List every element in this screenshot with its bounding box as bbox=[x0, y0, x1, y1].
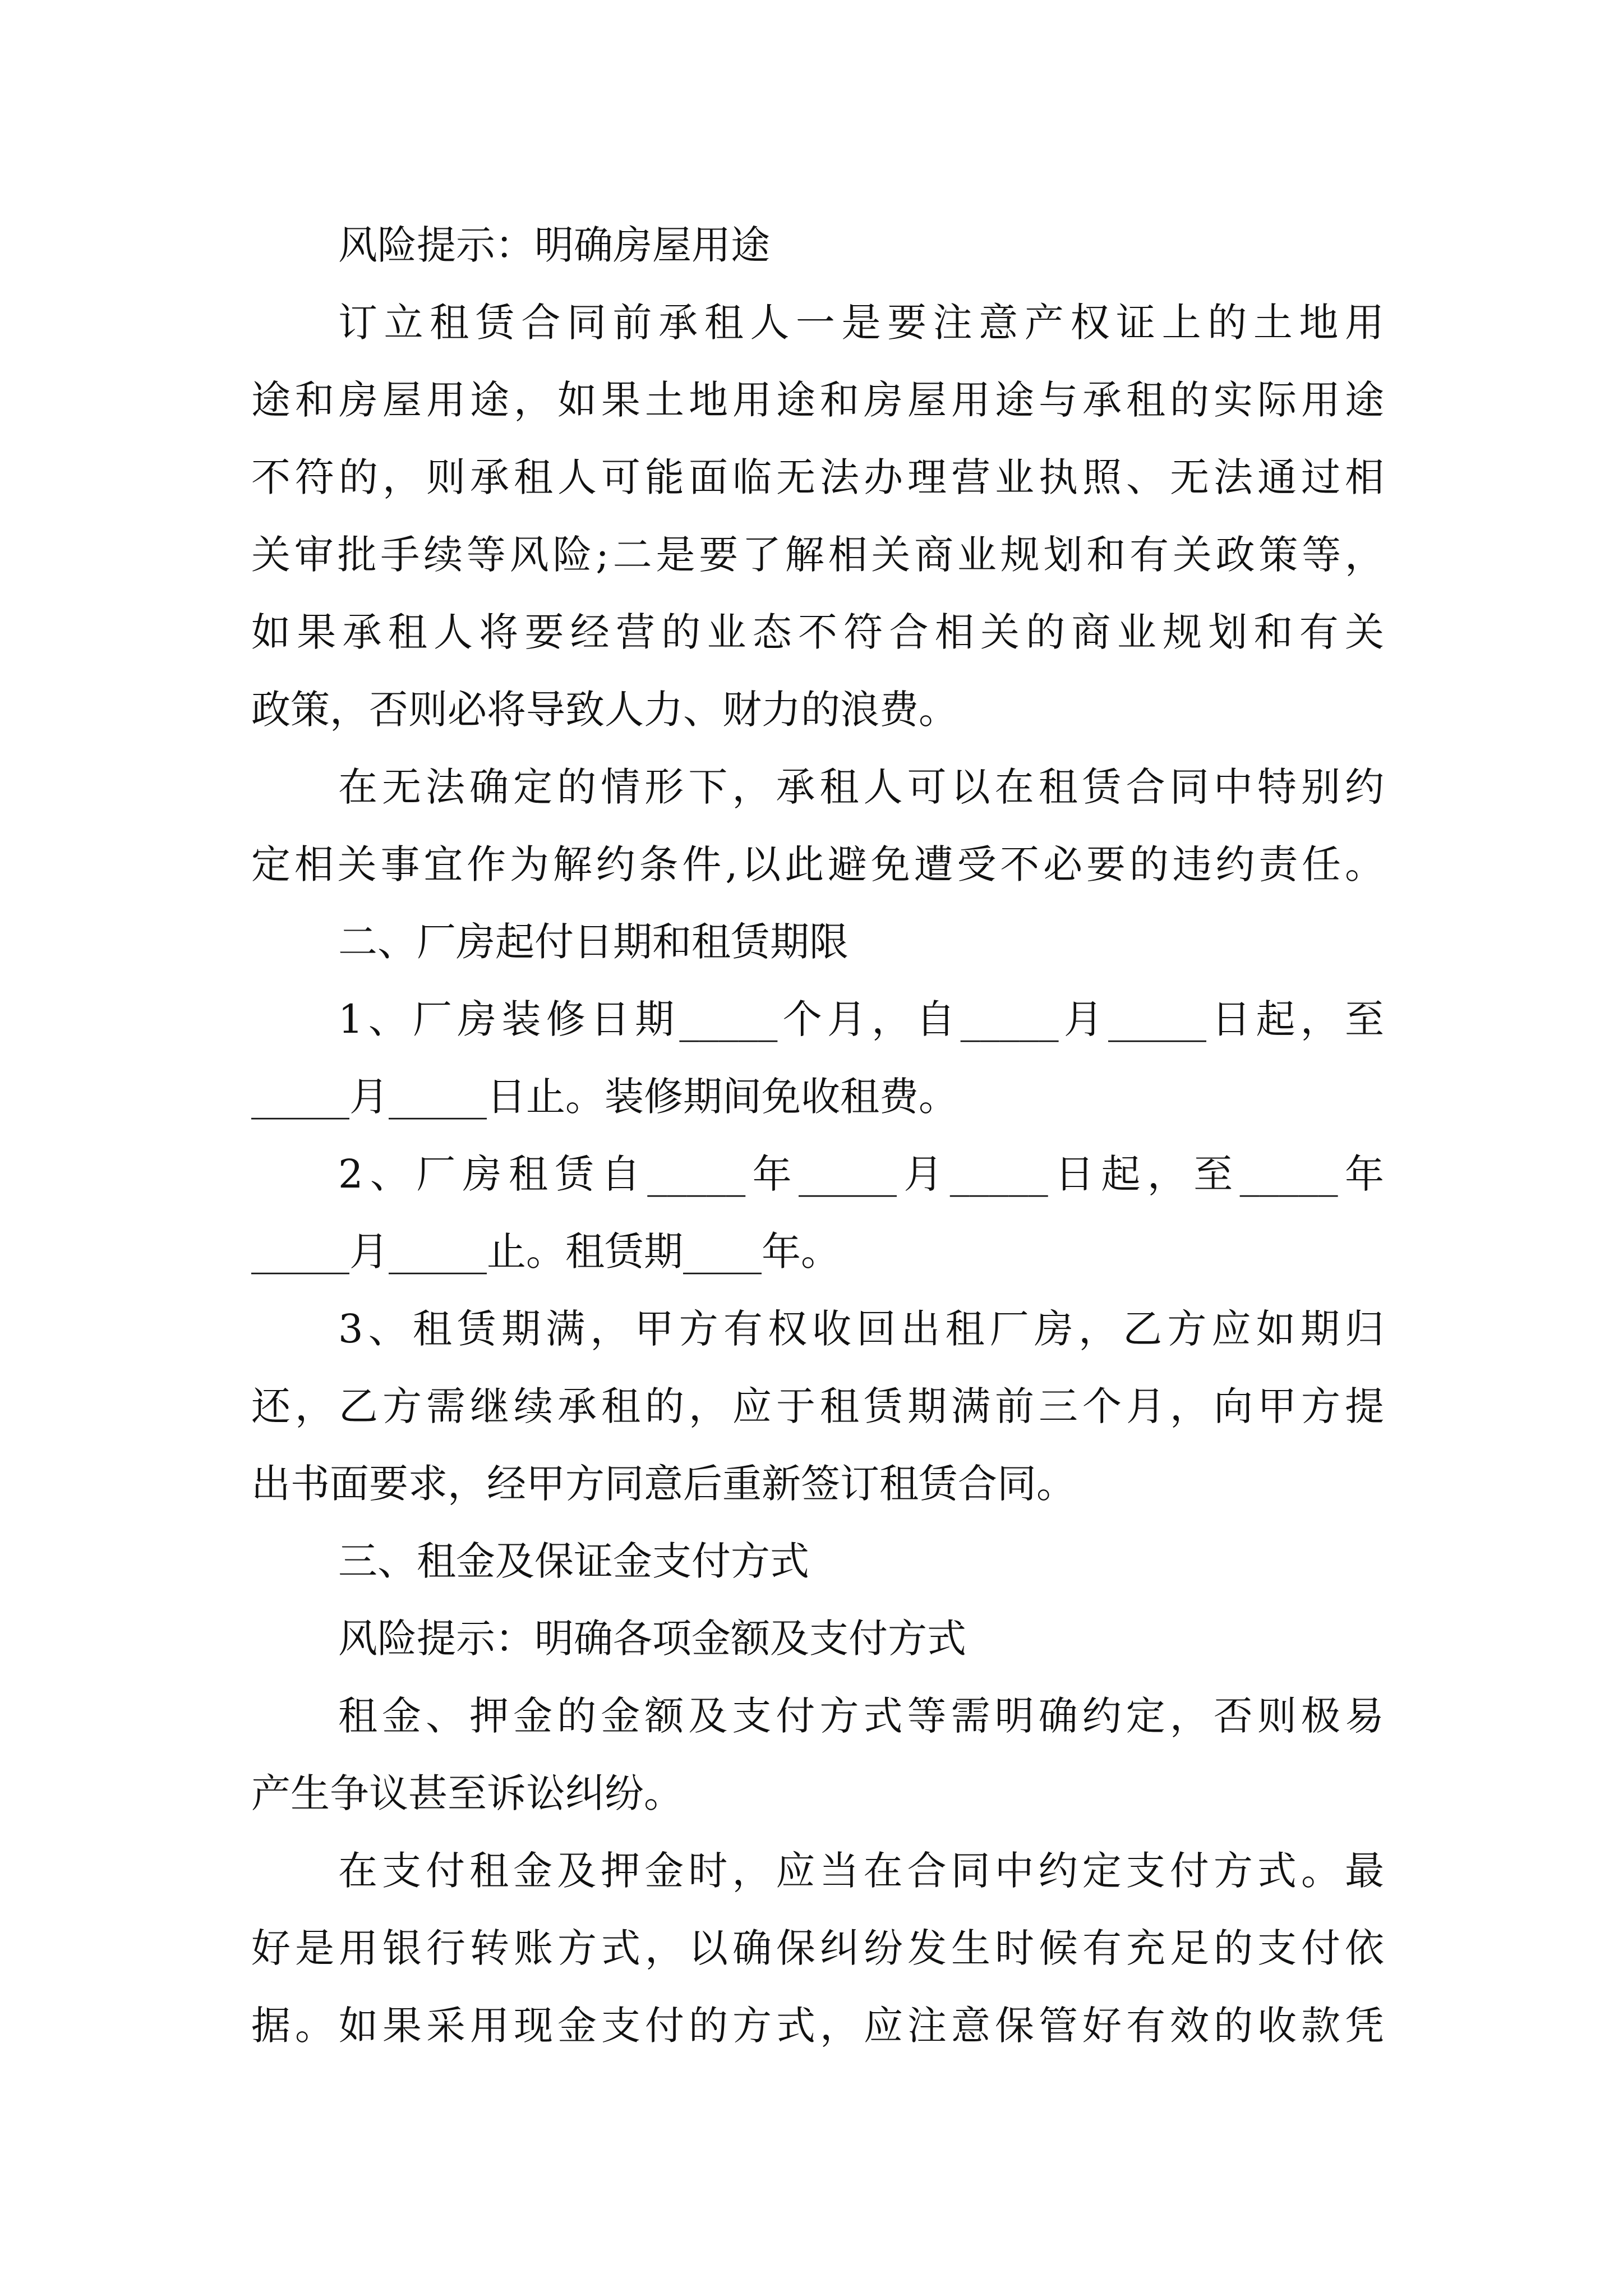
paragraph-line: 在支付租金及押金时，应当在合同中约定支付方式。最 bbox=[338, 1848, 1384, 1894]
clause-line: _____月_____日止。装修期间免收租费。 bbox=[251, 1074, 958, 1120]
document-page bbox=[251, 206, 1384, 2064]
clause-line: 出书面要求，经甲方同意后重新签订租赁合同。 bbox=[251, 1461, 1076, 1507]
paragraph-line: 途和房屋用途，如果土地用途和房屋用途与承租的实际用途 bbox=[251, 377, 1384, 423]
risk-tip-heading: 风险提示：明确各项金额及支付方式 bbox=[338, 1616, 966, 1662]
clause-line: 2、厂房租赁自_____年_____月_____日起，至_____年 bbox=[338, 1151, 1384, 1197]
risk-tip-heading: 风险提示：明确房屋用途 bbox=[338, 222, 770, 268]
paragraph-line: 好是用银行转账方式，以确保纠纷发生时候有充足的支付依 bbox=[251, 1925, 1384, 1971]
paragraph-line: 产生争议甚至诉讼纠纷。 bbox=[251, 1770, 683, 1816]
clause-line: 1、厂房装修日期_____个月，自_____月_____日起，至 bbox=[338, 996, 1384, 1042]
paragraph-line: 不符的，则承租人可能面临无法办理营业执照、无法通过相 bbox=[251, 454, 1384, 500]
paragraph-line: 订立租赁合同前承租人一是要注意产权证上的土地用 bbox=[338, 300, 1384, 346]
paragraph-line: 在无法确定的情形下，承租人可以在租赁合同中特别约 bbox=[338, 764, 1384, 810]
clause-line: 还，乙方需继续承租的，应于租赁期满前三个月，向甲方提 bbox=[251, 1383, 1384, 1429]
paragraph-line: 如果承租人将要经营的业态不符合相关的商业规划和有关 bbox=[251, 609, 1384, 655]
clause-line: _____月_____止。租赁期____年。 bbox=[251, 1228, 840, 1274]
section-heading: 三、租金及保证金支付方式 bbox=[338, 1538, 809, 1584]
paragraph-line: 关审批手续等风险;二是要了解相关商业规划和有关政策等， bbox=[251, 532, 1384, 578]
paragraph-line: 政策，否则必将导致人力、财力的浪费。 bbox=[251, 687, 958, 733]
paragraph-line: 定相关事宜作为解约条件,以此避免遭受不必要的违约责任。 bbox=[251, 841, 1384, 887]
section-heading: 二、厂房起付日期和租赁期限 bbox=[338, 919, 849, 965]
paragraph-line: 租金、押金的金额及支付方式等需明确约定，否则极易 bbox=[338, 1693, 1384, 1739]
paragraph-line: 据。如果采用现金支付的方式，应注意保管好有效的收款凭 bbox=[251, 2003, 1384, 2049]
clause-line: 3、租赁期满，甲方有权收回出租厂房，乙方应如期归 bbox=[338, 1306, 1384, 1352]
